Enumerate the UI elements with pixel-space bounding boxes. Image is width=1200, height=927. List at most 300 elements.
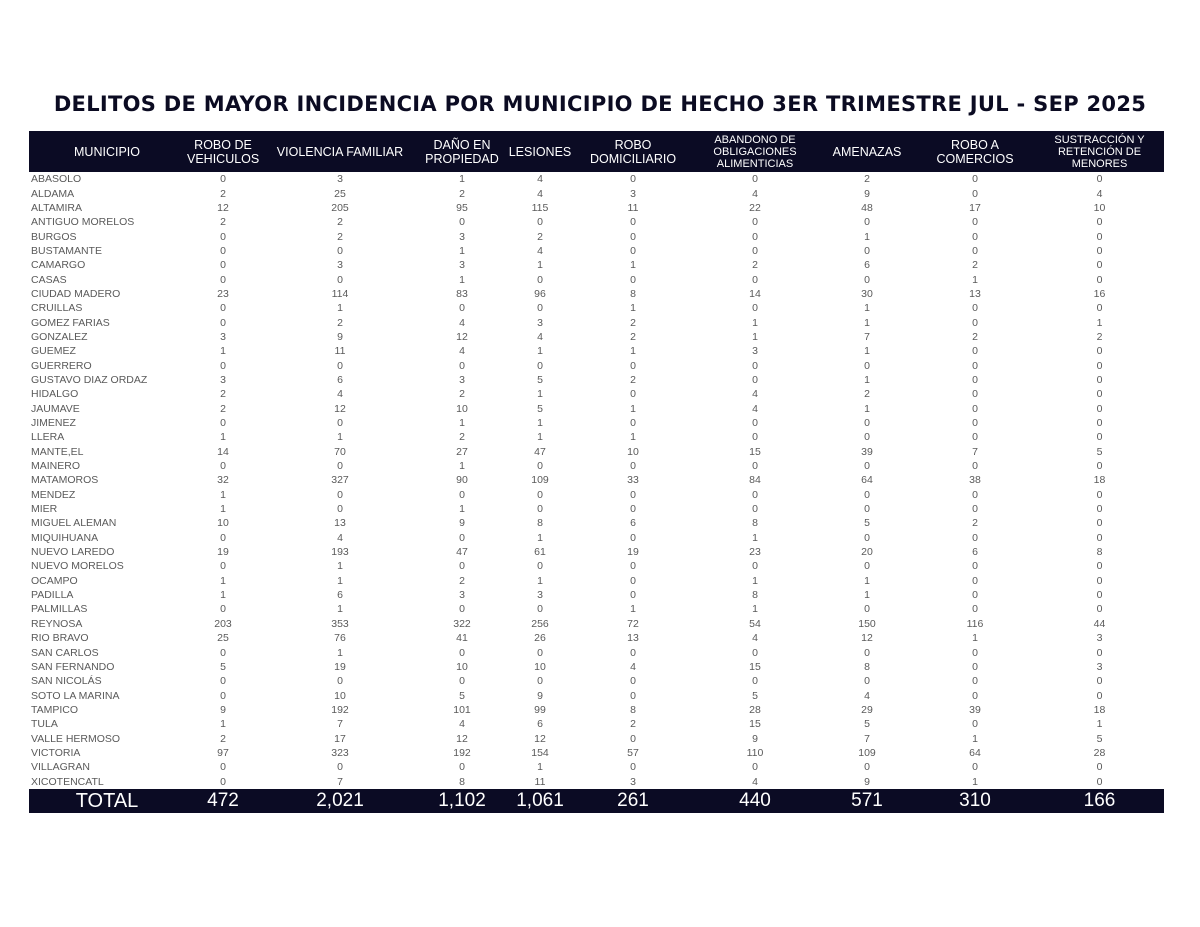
value-cell: 5 [537, 402, 543, 415]
municipio-cell: GUERRERO [31, 359, 92, 372]
value-cell: 2 [459, 431, 465, 444]
value-cell: 0 [537, 503, 543, 516]
value-cell: 0 [459, 603, 465, 616]
table-row [29, 746, 1164, 760]
value-cell: 0 [220, 302, 226, 315]
value-cell: 2 [972, 517, 978, 530]
value-cell: 2 [537, 230, 543, 243]
value-cell: 0 [1096, 302, 1103, 315]
value-cell: 193 [331, 546, 349, 559]
value-cell: 1 [630, 302, 636, 315]
value-cell: 115 [531, 201, 549, 214]
value-cell: 1 [337, 574, 343, 587]
value-cell: 30 [861, 287, 873, 300]
value-cell: 0 [752, 373, 758, 386]
value-cell: 0 [459, 302, 465, 315]
value-cell: 0 [220, 761, 226, 774]
municipio-cell: HIDALGO [31, 388, 79, 401]
value-cell: 1 [864, 574, 870, 587]
total-value: 310 [915, 789, 1035, 813]
column-header-municipio: MUNICIPIO [29, 131, 185, 172]
municipio-cell: MIGUEL ALEMAN [31, 517, 117, 530]
value-cell: 0 [972, 402, 978, 415]
value-cell: 0 [220, 460, 226, 473]
municipio-cell: ANTIGUO MORELOS [31, 216, 135, 229]
municipio-cell: MANTE,EL [31, 445, 84, 458]
value-cell: 1 [459, 460, 465, 473]
value-cell: 10 [534, 660, 546, 673]
value-cell: 1 [864, 402, 870, 415]
crime-table [29, 131, 1164, 813]
table-row [29, 617, 1164, 631]
value-cell: 19 [217, 546, 229, 559]
value-cell: 0 [1096, 531, 1103, 544]
total-label: TOTAL [29, 789, 185, 813]
value-cell: 109 [858, 746, 876, 759]
value-cell: 353 [331, 617, 349, 630]
value-cell: 0 [972, 173, 978, 186]
value-cell: 64 [861, 474, 873, 487]
municipio-cell: NUEVO MORELOS [31, 560, 124, 573]
value-cell: 95 [456, 201, 468, 214]
value-cell: 0 [537, 646, 543, 659]
value-cell: 154 [531, 746, 549, 759]
value-cell: 0 [972, 574, 978, 587]
value-cell: 1 [537, 574, 543, 587]
value-cell: 1 [537, 388, 543, 401]
value-cell: 8 [1096, 546, 1103, 559]
value-cell: 1 [220, 488, 226, 501]
table-row [29, 488, 1164, 502]
value-cell: 0 [459, 531, 465, 544]
value-cell: 0 [1096, 574, 1103, 587]
value-cell: 0 [972, 660, 978, 673]
municipio-cell: CRUILLAS [31, 302, 83, 315]
value-cell: 0 [537, 302, 543, 315]
municipio-cell: ALDAMA [31, 187, 75, 200]
value-cell: 0 [752, 417, 758, 430]
municipio-cell: REYNOSA [31, 617, 83, 630]
value-cell: 0 [630, 388, 636, 401]
column-header-abandono-obligaciones: ABANDONO DE OBLIGACIONES ALIMENTICIAS [691, 131, 819, 172]
value-cell: 4 [864, 689, 870, 702]
value-cell: 0 [1096, 373, 1103, 386]
table-row [29, 330, 1164, 344]
value-cell: 1 [537, 431, 543, 444]
municipio-cell: JIMENEZ [31, 417, 76, 430]
table-row [29, 531, 1164, 545]
value-cell: 0 [220, 417, 226, 430]
value-cell: 0 [1096, 675, 1103, 688]
value-cell: 25 [334, 187, 346, 200]
value-cell: 0 [864, 417, 870, 430]
value-cell: 61 [534, 546, 546, 559]
municipio-cell: LLERA [31, 431, 65, 444]
value-cell: 39 [969, 703, 981, 716]
table-row [29, 631, 1164, 645]
value-cell: 0 [752, 230, 758, 243]
value-cell: 1 [752, 574, 758, 587]
value-cell: 327 [331, 474, 349, 487]
value-cell: 1 [864, 373, 870, 386]
value-cell: 1 [459, 273, 465, 286]
value-cell: 1 [537, 531, 543, 544]
value-cell: 1 [537, 259, 543, 272]
value-cell: 57 [627, 746, 639, 759]
value-cell: 0 [630, 244, 636, 257]
value-cell: 1 [972, 273, 978, 286]
value-cell: 47 [534, 445, 546, 458]
value-cell: 7 [972, 445, 978, 458]
value-cell: 1 [220, 589, 226, 602]
value-cell: 0 [630, 273, 636, 286]
municipio-cell: VALLE HERMOSO [31, 732, 121, 745]
value-cell: 0 [972, 460, 978, 473]
value-cell: 12 [456, 330, 468, 343]
value-cell: 96 [534, 287, 546, 300]
municipio-cell: XICOTENCATL [31, 775, 104, 788]
value-cell: 33 [627, 474, 639, 487]
municipio-cell: TAMPICO [31, 703, 79, 716]
table-row [29, 645, 1164, 659]
table-row [29, 574, 1164, 588]
value-cell: 3 [537, 316, 543, 329]
value-cell: 0 [1096, 402, 1103, 415]
value-cell: 7 [337, 718, 343, 731]
value-cell: 0 [1096, 244, 1103, 257]
value-cell: 0 [972, 345, 978, 358]
value-cell: 0 [752, 646, 758, 659]
value-cell: 6 [537, 718, 543, 731]
total-value: 2,021 [261, 789, 419, 813]
value-cell: 0 [337, 675, 343, 688]
table-row [29, 774, 1164, 788]
value-cell: 0 [630, 230, 636, 243]
value-cell: 4 [537, 244, 543, 257]
value-cell: 15 [749, 445, 761, 458]
value-cell: 44 [1093, 617, 1106, 630]
value-cell: 322 [453, 617, 471, 630]
value-cell: 1 [630, 431, 636, 444]
table-row [29, 545, 1164, 559]
value-cell: 2 [630, 330, 636, 343]
value-cell: 12 [456, 732, 468, 745]
value-cell: 0 [972, 373, 978, 386]
table-row [29, 172, 1164, 186]
value-cell: 0 [459, 216, 465, 229]
value-cell: 3 [459, 230, 465, 243]
municipio-cell: ALTAMIRA [31, 201, 82, 214]
value-cell: 0 [1096, 503, 1103, 516]
municipio-cell: NUEVO LAREDO [31, 546, 115, 559]
table-row [29, 559, 1164, 573]
value-cell: 38 [969, 474, 981, 487]
value-cell: 1 [537, 345, 543, 358]
municipio-cell: VILLAGRAN [31, 761, 90, 774]
value-cell: 0 [630, 216, 636, 229]
value-cell: 3 [459, 373, 465, 386]
value-cell: 12 [217, 201, 229, 214]
value-cell: 2 [1096, 330, 1103, 343]
value-cell: 0 [1096, 345, 1103, 358]
municipio-cell: BUSTAMANTE [31, 244, 102, 257]
table-row [29, 703, 1164, 717]
value-cell: 8 [630, 287, 636, 300]
value-cell: 6 [337, 589, 343, 602]
value-cell: 0 [864, 560, 870, 573]
value-cell: 9 [220, 703, 226, 716]
value-cell: 19 [334, 660, 346, 673]
value-cell: 23 [749, 546, 761, 559]
municipio-cell: OCAMPO [31, 574, 78, 587]
value-cell: 0 [537, 488, 543, 501]
value-cell: 29 [861, 703, 873, 716]
value-cell: 0 [1096, 689, 1103, 702]
total-value: 261 [575, 789, 691, 813]
column-header-amenazas: AMENAZAS [819, 131, 915, 172]
value-cell: 32 [217, 474, 229, 487]
value-cell: 4 [537, 330, 543, 343]
value-cell: 2 [972, 330, 978, 343]
value-cell: 39 [861, 445, 873, 458]
value-cell: 0 [752, 560, 758, 573]
value-cell: 0 [1096, 460, 1103, 473]
value-cell: 3 [337, 259, 343, 272]
value-cell: 72 [627, 617, 639, 630]
value-cell: 0 [972, 230, 978, 243]
value-cell: 0 [972, 488, 978, 501]
municipio-cell: MIER [31, 503, 58, 516]
value-cell: 0 [630, 173, 636, 186]
municipio-cell: ABASOLO [31, 173, 82, 186]
value-cell: 0 [752, 761, 758, 774]
value-cell: 76 [334, 632, 346, 645]
value-cell: 20 [861, 546, 873, 559]
value-cell: 2 [459, 187, 465, 200]
municipio-cell: GUSTAVO DIAZ ORDAZ [31, 373, 148, 386]
value-cell: 0 [864, 431, 870, 444]
value-cell: 0 [864, 273, 870, 286]
value-cell: 14 [217, 445, 229, 458]
value-cell: 1 [752, 531, 758, 544]
value-cell: 1 [537, 417, 543, 430]
value-cell: 0 [972, 589, 978, 602]
value-cell: 64 [969, 746, 981, 759]
value-cell: 11 [627, 201, 639, 214]
value-cell: 0 [220, 689, 226, 702]
table-row [29, 229, 1164, 243]
value-cell: 28 [1093, 746, 1106, 759]
value-cell: 0 [972, 244, 978, 257]
value-cell: 4 [337, 531, 343, 544]
table-row [29, 402, 1164, 416]
value-cell: 0 [972, 187, 978, 200]
value-cell: 2 [459, 574, 465, 587]
value-cell: 0 [337, 273, 343, 286]
value-cell: 14 [749, 287, 761, 300]
value-cell: 0 [864, 359, 870, 372]
value-cell: 1 [537, 761, 543, 774]
value-cell: 8 [537, 517, 543, 530]
value-cell: 2 [220, 216, 226, 229]
value-cell: 4 [752, 388, 758, 401]
value-cell: 0 [630, 503, 636, 516]
table-row [29, 358, 1164, 372]
value-cell: 0 [220, 560, 226, 573]
value-cell: 4 [337, 388, 343, 401]
value-cell: 0 [864, 244, 870, 257]
value-cell: 83 [456, 287, 468, 300]
value-cell: 0 [1096, 273, 1103, 286]
value-cell: 12 [861, 632, 873, 645]
value-cell: 0 [972, 503, 978, 516]
value-cell: 4 [459, 718, 465, 731]
value-cell: 2 [220, 732, 226, 745]
value-cell: 15 [749, 718, 761, 731]
value-cell: 8 [752, 589, 758, 602]
column-header-robo-comercios: ROBO A COMERCIOS [915, 131, 1035, 172]
municipio-cell: CAMARGO [31, 259, 86, 272]
value-cell: 9 [864, 187, 870, 200]
value-cell: 4 [752, 632, 758, 645]
value-cell: 0 [1096, 359, 1103, 372]
value-cell: 1 [459, 503, 465, 516]
value-cell: 109 [531, 474, 549, 487]
value-cell: 5 [864, 517, 870, 530]
value-cell: 0 [630, 689, 636, 702]
table-row [29, 588, 1164, 602]
value-cell: 0 [630, 761, 636, 774]
table-row [29, 301, 1164, 315]
value-cell: 0 [459, 761, 465, 774]
value-cell: 0 [1096, 560, 1103, 573]
value-cell: 0 [972, 531, 978, 544]
table-row [29, 287, 1164, 301]
value-cell: 4 [537, 173, 543, 186]
municipio-cell: SOTO LA MARINA [31, 689, 120, 702]
value-cell: 1 [972, 632, 978, 645]
value-cell: 3 [537, 589, 543, 602]
value-cell: 0 [537, 359, 543, 372]
value-cell: 203 [214, 617, 232, 630]
value-cell: 7 [864, 732, 870, 745]
value-cell: 8 [630, 703, 636, 716]
value-cell: 1 [220, 345, 226, 358]
value-cell: 1 [864, 302, 870, 315]
municipio-cell: SAN NICOLÁS [31, 675, 102, 688]
value-cell: 0 [220, 675, 226, 688]
value-cell: 1 [972, 775, 978, 788]
value-cell: 2 [337, 230, 343, 243]
value-cell: 0 [864, 675, 870, 688]
value-cell: 13 [969, 287, 981, 300]
value-cell: 3 [337, 173, 343, 186]
value-cell: 2 [864, 173, 870, 186]
value-cell: 1 [752, 603, 758, 616]
column-header-lesiones: LESIONES [505, 131, 575, 172]
value-cell: 0 [752, 431, 758, 444]
value-cell: 0 [864, 460, 870, 473]
value-cell: 0 [752, 216, 758, 229]
value-cell: 1 [220, 503, 226, 516]
value-cell: 1 [630, 402, 636, 415]
value-cell: 0 [337, 417, 343, 430]
value-cell: 0 [864, 646, 870, 659]
value-cell: 3 [220, 330, 226, 343]
value-cell: 3 [459, 259, 465, 272]
value-cell: 26 [534, 632, 546, 645]
value-cell: 16 [1093, 287, 1106, 300]
value-cell: 0 [537, 603, 543, 616]
value-cell: 0 [864, 761, 870, 774]
value-cell: 0 [972, 216, 978, 229]
value-cell: 0 [752, 359, 758, 372]
value-cell: 22 [749, 201, 761, 214]
value-cell: 0 [630, 560, 636, 573]
municipio-cell: JAUMAVE [31, 402, 80, 415]
table-row [29, 215, 1164, 229]
table-row [29, 760, 1164, 774]
value-cell: 2 [220, 388, 226, 401]
value-cell: 1 [337, 302, 343, 315]
value-cell: 5 [537, 373, 543, 386]
value-cell: 1 [864, 230, 870, 243]
municipio-cell: CASAS [31, 273, 67, 286]
value-cell: 18 [1093, 703, 1106, 716]
value-cell: 8 [752, 517, 758, 530]
value-cell: 6 [337, 373, 343, 386]
value-cell: 0 [630, 460, 636, 473]
value-cell: 0 [537, 675, 543, 688]
value-cell: 1 [630, 259, 636, 272]
value-cell: 17 [969, 201, 981, 214]
table-row [29, 373, 1164, 387]
value-cell: 2 [630, 373, 636, 386]
value-cell: 0 [1096, 230, 1103, 243]
column-header-robo-domiciliario: ROBO DOMICILIARIO [575, 131, 691, 172]
column-header-robo-vehiculos: ROBO DE VEHICULOS [185, 131, 261, 172]
value-cell: 3 [459, 589, 465, 602]
value-cell: 0 [459, 646, 465, 659]
value-cell: 11 [534, 775, 546, 788]
value-cell: 8 [864, 660, 870, 673]
value-cell: 6 [972, 546, 978, 559]
value-cell: 4 [752, 402, 758, 415]
value-cell: 192 [331, 703, 349, 716]
table-row [29, 502, 1164, 516]
table-row [29, 445, 1164, 459]
value-cell: 1 [220, 431, 226, 444]
value-cell: 0 [752, 244, 758, 257]
value-cell: 13 [334, 517, 346, 530]
value-cell: 0 [459, 359, 465, 372]
value-cell: 0 [630, 646, 636, 659]
value-cell: 8 [459, 775, 465, 788]
value-cell: 0 [972, 417, 978, 430]
total-value: 166 [1035, 789, 1164, 813]
value-cell: 0 [459, 560, 465, 573]
value-cell: 0 [972, 302, 978, 315]
value-cell: 1 [337, 646, 343, 659]
municipio-cell: BURGOS [31, 230, 77, 243]
value-cell: 0 [864, 531, 870, 544]
value-cell: 12 [534, 732, 546, 745]
municipio-cell: RIO BRAVO [31, 632, 89, 645]
table-row [29, 315, 1164, 329]
table-row [29, 660, 1164, 674]
table-row [29, 272, 1164, 286]
value-cell: 2 [972, 259, 978, 272]
